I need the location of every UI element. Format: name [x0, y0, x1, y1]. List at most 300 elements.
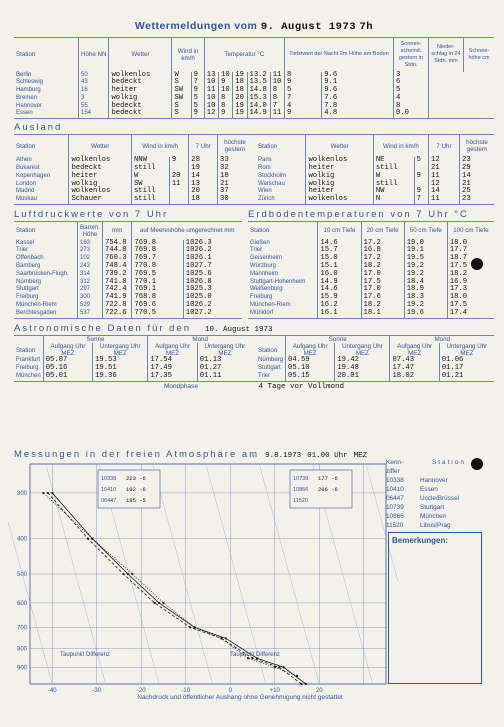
- ausland-right-cell: 23: [460, 196, 495, 204]
- luftdruck-cell: 722.6: [102, 310, 132, 318]
- luftdruck-cell: 754.8: [102, 240, 132, 248]
- erdboden-cell: 17.3: [447, 286, 494, 294]
- info-box-left-code: 10338: [101, 476, 117, 482]
- ausland-right-cell: Zürich: [258, 196, 275, 203]
- legend-item: 11520 Libus/Prag: [386, 522, 451, 529]
- domestic-cell: Bremen: [16, 94, 38, 101]
- domestic-cell: 9: [284, 110, 321, 118]
- domestic-cell: 13.5: [247, 79, 270, 87]
- domestic-cell: 9.6: [322, 87, 394, 95]
- luftdruck-cell: 529: [78, 302, 103, 310]
- domestic-cell: 11: [204, 87, 218, 95]
- domestic-cell: Hamburg: [16, 87, 41, 94]
- ausland-right-row: [256, 165, 494, 173]
- domestic-cell: 11: [270, 72, 284, 80]
- ausland-left-cell: 20: [169, 173, 188, 181]
- aerology-heading: Messungen in der freien Atmosphäre am: [14, 449, 260, 460]
- erdboden-cell: 19.5: [404, 255, 447, 263]
- y-tick-label: 600: [16, 600, 27, 607]
- domestic-cell: 18: [233, 87, 247, 95]
- luftdruck-cell: Nürnberg: [16, 278, 42, 285]
- ausland-right-cell: 12: [429, 181, 460, 189]
- domestic-cell: bedeckt: [109, 110, 172, 118]
- luftdruck-cell: 300: [78, 294, 103, 302]
- punch-hole-top: [471, 258, 483, 270]
- astro-right-cell: 01.17: [439, 365, 494, 373]
- info-box-right-code: 10739: [293, 476, 309, 482]
- domestic-row: [14, 110, 494, 118]
- legend-item: 10410 Essen: [386, 486, 438, 493]
- mondphase-value: 4 Tage vor Vollmond: [258, 382, 344, 391]
- ausland-right-cell: 12: [429, 157, 460, 165]
- luftdruck-cell: 769.8: [132, 240, 183, 248]
- luftdruck-table: Station Barom. Höhe mm auf Meereshöhe umgerechnet mm Kassel 163 754.8 769.8 1026.3 Trier 273 744.8 769.8 1026.2 Offenbach 102 760.3 769.7 1026.1 Bamberg 243 748.4 770.8 1027.7 Saarbrücken-Flugh. 314 739.2 769.5 1025.6 Nürnberg 312 741.8 770.1 1026.8 Stuttgart 297 742.4 769.1 1025.3 Freiburg 300 741.9 768.8 1025.0 München-Riem 529 722.8 769.6 1026.2 Berchtesgaden 537 722.6 770.5 1027.2: [14, 221, 242, 318]
- ausland-right-cell: 25: [460, 188, 495, 196]
- domestic-cell: Hannover: [16, 102, 43, 109]
- mondphase-label: Mondphase: [164, 382, 198, 390]
- luftdruck-cell: 1025.0: [183, 294, 242, 302]
- data-point: [51, 492, 53, 494]
- astro-section: [14, 335, 494, 382]
- luftdruck-cell: 1026.2: [183, 247, 242, 255]
- ausland-left-cell: Athen: [16, 157, 32, 164]
- astro-right-cell: 07.43: [390, 357, 439, 365]
- domestic-cell: 11: [270, 110, 284, 118]
- domestic-cell: 12: [204, 110, 218, 118]
- x-tick-label: -30: [92, 688, 102, 694]
- domestic-cell: 13: [204, 72, 218, 80]
- domestic-cell: 7: [284, 95, 321, 103]
- info-box-left-code: 06447: [101, 498, 117, 504]
- ausland-left-row: [14, 173, 252, 181]
- domestic-cell: 4.8: [322, 110, 394, 118]
- ausland-left-cell: still: [131, 188, 169, 196]
- ausland-left-cell: 14: [189, 173, 218, 181]
- info-box-right-code: 11520: [293, 498, 308, 504]
- erdboden-cell: Geisenheim: [250, 255, 283, 262]
- luftdruck-cell: 1027.2: [183, 310, 242, 318]
- erdboden-cell: Trier: [250, 247, 263, 254]
- erdboden-cell: 19.2: [404, 271, 447, 279]
- domestic-cell: 8: [270, 95, 284, 103]
- domestic-cell: 9.6: [322, 72, 394, 80]
- ausland-left-cell: [169, 196, 188, 204]
- data-point: [154, 602, 156, 604]
- domestic-cell: 9: [191, 87, 204, 95]
- luftdruck-cell: Kassel: [16, 239, 35, 246]
- domestic-cell: 7.6: [322, 95, 394, 103]
- erdboden-cell: Gießen: [250, 239, 270, 246]
- erdboden-cell: 16.0: [318, 271, 361, 279]
- domestic-cell: 8: [270, 87, 284, 95]
- domestic-cell: 7: [191, 79, 204, 87]
- ausland-left-cell: heiter: [69, 173, 131, 181]
- luftdruck-cell: 741.9: [102, 294, 132, 302]
- station-legend: Kenn-ziffer Station 10338 Hannover 10410 Essen 06447 Uccle/Brüssel 10739 Stuttgart 10866 München 11520 Libus/Prag: [386, 458, 480, 530]
- ausland-left-cell: 19: [189, 165, 218, 173]
- erdboden-cell: 19.0: [404, 240, 447, 248]
- luftdruck-cell: 722.8: [102, 302, 132, 310]
- ausland-left-cell: bedeckt: [69, 165, 131, 173]
- ausland-right-cell: 23: [460, 157, 495, 165]
- ausland-right-row: [256, 173, 494, 181]
- luftdruck-cell: Stuttgart: [16, 286, 39, 293]
- ausland-right-row: [256, 181, 494, 189]
- ausland-left-cell: 18: [189, 196, 218, 204]
- astro-left-cell: 01.13: [197, 357, 252, 365]
- luftdruck-cell: 748.4: [102, 263, 132, 271]
- ausland-right-cell: 21: [429, 165, 460, 173]
- domestic-cell: 55: [79, 103, 109, 111]
- astro-date: 10. August 1973: [205, 325, 273, 334]
- ausland-left-cell: Kopenhagen: [16, 172, 51, 179]
- domestic-cell: 8: [284, 72, 321, 80]
- domestic-cell: 13.2: [247, 72, 270, 80]
- luftdruck-cell: 537: [78, 310, 103, 318]
- ausland-right-cell: 5: [414, 157, 428, 165]
- ausland-right-cell: 9: [414, 173, 428, 181]
- luftdruck-cell: 742.4: [102, 286, 132, 294]
- domestic-cell: wolkig: [109, 95, 172, 103]
- data-point: [220, 637, 222, 639]
- ausland-left-row: [14, 196, 252, 204]
- ausland-left-cell: wolkig: [69, 181, 131, 189]
- luftdruck-cell: 769.7: [132, 255, 183, 263]
- luftdruck-cell: 297: [78, 286, 103, 294]
- luftdruck-cell: 1025.6: [183, 271, 242, 279]
- astro-left-cell: 19.36: [93, 373, 148, 381]
- info-box-right-code: 10866: [293, 487, 309, 493]
- data-point: [296, 675, 298, 677]
- domestic-cell: 9: [219, 110, 233, 118]
- erdboden-cell: Mühldorf: [250, 309, 274, 316]
- erdboden-cell: 17.0: [361, 286, 404, 294]
- erdboden-cell: 18.3: [404, 294, 447, 302]
- x-tick-label: -40: [47, 688, 57, 694]
- ausland-section: [14, 134, 494, 205]
- data-point: [87, 537, 89, 539]
- domestic-cell: Essen: [16, 110, 33, 117]
- ausland-left-cell: still: [131, 196, 169, 204]
- ausland-right-cell: Rom: [258, 165, 271, 172]
- pressure-soil-section: [14, 208, 494, 318]
- astro-right-cell: 01.06: [439, 357, 494, 365]
- legend-item: 06447 Uccle/Brüssel: [386, 495, 460, 502]
- erdboden-cell: 19.2: [404, 302, 447, 310]
- ausland-right-cell: heiter: [306, 165, 373, 173]
- domestic-cell: Schleswig: [16, 79, 44, 86]
- domestic-cell: 5: [394, 87, 429, 95]
- ausland-right-cell: still: [373, 165, 414, 173]
- y-tick-label: 900: [16, 665, 27, 672]
- domestic-cell: 10: [219, 87, 233, 95]
- ausland-right-cell: Stockholm: [258, 172, 287, 179]
- erdboden-cell: 18.2: [361, 263, 404, 271]
- luftdruck-cell: 1026.2: [183, 302, 242, 310]
- legend-item: 10338 Hannover: [386, 477, 448, 484]
- luftdruck-cell: 769.5: [132, 271, 183, 279]
- aerology-chart: [8, 460, 398, 708]
- footer-note: Nachdruck und öffentlicher Aushang ohne Genehmigung nicht gestattet: [137, 694, 343, 701]
- astro-right-cell: Trier: [258, 372, 271, 379]
- ausland-right-cell: NE: [373, 157, 414, 165]
- luftdruck-cell: 769.6: [132, 302, 183, 310]
- erdboden-heading: Erdbodentemperaturen von 7 Uhr °C: [248, 209, 469, 221]
- aerology-mez: MEZ: [353, 452, 368, 460]
- erdboden-cell: 16.1: [318, 310, 361, 318]
- astro-right-cell: 17.47: [390, 365, 439, 373]
- ausland-right-cell: N: [373, 196, 414, 204]
- luftdruck-row: [14, 310, 242, 318]
- luftdruck-cell: 312: [78, 279, 103, 287]
- astro-left-cell: 05.16: [43, 365, 92, 373]
- luftdruck-cell: 770.8: [132, 263, 183, 271]
- domestic-cell: 16: [79, 87, 109, 95]
- erdboden-cell: 17.5: [361, 279, 404, 287]
- domestic-cell: [429, 79, 464, 87]
- report-time: 7h: [359, 21, 374, 33]
- data-point: [162, 602, 164, 604]
- domestic-cell: 154: [79, 110, 109, 118]
- domestic-cell: 3: [79, 95, 109, 103]
- domestic-cell: 7.8: [322, 103, 394, 111]
- luftdruck-cell: Berchtesgaden: [16, 309, 57, 316]
- luftdruck-cell: 769.1: [132, 286, 183, 294]
- erdboden-cell: München-Riem: [250, 301, 291, 308]
- astro-left-cell: Frankfurt: [16, 357, 41, 364]
- domestic-cell: 5: [191, 95, 204, 103]
- ausland-left-table: Station Wetter Wind in km/h 7 Uhr höchste gestern Athen wolkenlos NNW 9 28 33 Bukarest bedeckt still 19 32 Kopenhagen heiter W 20 14 18 London wolkig SW 11 13 21 Madrid wolkenlos still 20 37 Moskau Schauer still 18 30: [14, 135, 252, 204]
- erdboden-cell: Stuttgart-Hohenheim: [250, 278, 306, 285]
- luftdruck-cell: 770.1: [132, 279, 183, 287]
- ausland-left-cell: 32: [218, 165, 253, 173]
- data-point: [194, 626, 196, 628]
- erdboden-cell: 19.6: [404, 310, 447, 318]
- ausland-right-cell: Wien: [258, 188, 272, 195]
- astro-right-cell: 19.42: [335, 357, 390, 365]
- remarks-box[interactable]: Bemerkungen:: [388, 532, 482, 684]
- data-point: [300, 683, 302, 685]
- ausland-right-cell: Paris: [258, 157, 272, 164]
- ausland-right-cell: 21: [460, 181, 495, 189]
- astro-left-cell: 19.51: [93, 365, 148, 373]
- astro-left-cell: 05.01: [43, 373, 92, 381]
- astro-left-cell: 01.11: [197, 373, 252, 381]
- luftdruck-heading: Luftdruckwerte von 7 Uhr: [14, 209, 169, 221]
- luftdruck-cell: Saarbrücken-Flugh.: [16, 270, 69, 277]
- domestic-cell: bedeckt: [109, 79, 172, 87]
- domestic-cell: 19: [233, 72, 247, 80]
- x-tick-label: -20: [136, 688, 146, 694]
- domestic-cell: 8: [394, 103, 429, 111]
- astro-left-cell: München: [16, 372, 41, 379]
- y-tick-label: 300: [16, 490, 27, 497]
- y-tick-label: 400: [16, 536, 27, 543]
- erdboden-cell: 16.2: [318, 302, 361, 310]
- data-point: [42, 492, 44, 494]
- ausland-right-cell: 29: [460, 165, 495, 173]
- ausland-heading: Ausland: [14, 122, 63, 134]
- domestic-cell: Berlin: [16, 71, 32, 78]
- domestic-cell: 9: [191, 72, 204, 80]
- erdboden-cell: 19.2: [404, 263, 447, 271]
- domestic-cell: 4: [284, 103, 321, 111]
- domestic-cell: wolkenlos: [109, 72, 172, 80]
- info-box-right-value: 177 -6: [318, 475, 338, 482]
- astro-right-cell: 01.21: [439, 373, 494, 381]
- erdboden-cell: 18.0: [447, 240, 494, 248]
- ausland-left-row: [14, 165, 252, 173]
- ausland-right-cell: Warschau: [258, 180, 285, 187]
- erdboden-cell: 17.0: [361, 271, 404, 279]
- erdboden-cell: 15.1: [318, 263, 361, 271]
- ausland-left-cell: 21: [218, 181, 253, 189]
- domestic-cell: W: [172, 72, 191, 80]
- legend-item: 10866 München: [386, 513, 447, 520]
- luftdruck-cell: 744.8: [102, 247, 132, 255]
- aerology-time: 01.00 Uhr: [307, 452, 348, 460]
- domestic-cell: [429, 110, 464, 118]
- luftdruck-cell: 769.8: [132, 247, 183, 255]
- domestic-cell: S: [172, 79, 191, 87]
- luftdruck-cell: 1026.3: [183, 240, 242, 248]
- erdboden-cell: 17.4: [447, 310, 494, 318]
- ausland-right-cell: 7: [414, 196, 428, 204]
- domestic-cell: SW: [172, 95, 191, 103]
- domestic-cell: 10: [204, 103, 218, 111]
- erdboden-cell: 18.4: [404, 279, 447, 287]
- ausland-left-cell: 30: [218, 196, 253, 204]
- y-tick-label: 700: [16, 625, 27, 632]
- erdboden-cell: 18.7: [447, 255, 494, 263]
- data-point: [122, 573, 124, 575]
- luftdruck-cell: 741.8: [102, 279, 132, 287]
- domestic-cell: 9.1: [322, 79, 394, 87]
- data-point: [274, 666, 276, 668]
- erdboden-cell: 17.5: [447, 263, 494, 271]
- domestic-cell: 10: [204, 79, 218, 87]
- erdboden-cell: Mannheim: [250, 270, 279, 277]
- erdboden-cell: 17.7: [447, 247, 494, 255]
- ausland-right-row: [256, 157, 494, 165]
- domestic-cell: [429, 103, 464, 111]
- astro-left-table: Sonne Mond Station Aufgang Uhr MEZ Untergang Uhr MEZ Aufgang Uhr MEZ Untergang Uhr MEZ Frankfurt 05.07 19.53 17.54 01.13 Freiburg 05.16 19.51 17.49 01.27 München 05.01 19.36 17.35 01.11: [14, 336, 252, 381]
- ausland-left-cell: 37: [218, 188, 253, 196]
- ausland-right-cell: 11: [429, 173, 460, 181]
- astro-right-cell: Nürnberg: [258, 357, 284, 364]
- astro-left-cell: 17.49: [148, 365, 197, 373]
- astro-right-cell: 19.48: [335, 365, 390, 373]
- ausland-right-cell: W: [373, 173, 414, 181]
- domestic-cell: 3: [394, 72, 429, 80]
- luftdruck-cell: 314: [78, 271, 103, 279]
- domestic-cell: 20: [233, 95, 247, 103]
- ausland-right-cell: heiter: [306, 188, 373, 196]
- x-tick-label: -10: [181, 688, 191, 694]
- ausland-left-cell: wolkenlos: [69, 188, 131, 196]
- luftdruck-cell: 1026.8: [183, 279, 242, 287]
- domestic-cell: 9: [191, 110, 204, 118]
- domestic-cell: S: [172, 110, 191, 118]
- domestic-cell: 19: [233, 103, 247, 111]
- x-tick-label: 0: [228, 688, 232, 694]
- domestic-cell: 8: [219, 95, 233, 103]
- astro-right-cell: 05.10: [286, 365, 335, 373]
- domestic-cell: 0.0: [394, 110, 429, 118]
- erdboden-cell: 14.6: [318, 286, 361, 294]
- ausland-right-cell: wolkig: [306, 173, 373, 181]
- erdboden-cell: 17.6: [361, 294, 404, 302]
- aerology-date: 9.8.1973: [265, 452, 302, 460]
- domestic-cell: 43: [79, 79, 109, 87]
- astro-right-table: Sonne Mond Station Aufgang Uhr MEZ Untergang Uhr MEZ Aufgang Uhr MEZ Untergang Uhr MEZ Nürnberg 04.59 19.42 07.43 01.06 Stuttgart 05.10 19.48 17.47 01.17 Trier 05.15 20.01 18.02 01.21: [256, 336, 494, 381]
- domestic-cell: 14.8: [247, 87, 270, 95]
- ausland-left-row: [14, 181, 252, 189]
- data-point: [158, 602, 160, 604]
- luftdruck-cell: 102: [78, 255, 103, 263]
- luftdruck-cell: 760.3: [102, 255, 132, 263]
- erdboden-cell: 18.2: [447, 271, 494, 279]
- domestic-cell: 18: [233, 79, 247, 87]
- ausland-left-cell: 11: [169, 181, 188, 189]
- ausland-left-cell: 28: [189, 157, 218, 165]
- astro-left-cell: Freiburg: [16, 365, 39, 372]
- luftdruck-cell: 1025.3: [183, 286, 242, 294]
- domestic-cell: 9: [219, 79, 233, 87]
- ausland-right-cell: wolkenlos: [306, 157, 373, 165]
- luftdruck-cell: 770.5: [132, 310, 183, 318]
- data-point: [47, 492, 49, 494]
- ausland-left-cell: SW: [131, 181, 169, 189]
- domestic-cell: 7: [270, 103, 284, 111]
- domestic-cell: 15.3: [247, 95, 270, 103]
- astro-left-row: [14, 373, 252, 381]
- domestic-cell: heiter: [109, 87, 172, 95]
- erdboden-cell: 15.0: [318, 255, 361, 263]
- y-tick-label: 800: [16, 646, 27, 653]
- domestic-cell: 5: [284, 87, 321, 95]
- data-point: [189, 626, 191, 628]
- ausland-left-cell: Schauer: [69, 196, 131, 204]
- ausland-left-cell: 13: [189, 181, 218, 189]
- ausland-left-cell: 18: [218, 173, 253, 181]
- luftdruck-cell: 243: [78, 263, 103, 271]
- luftdruck-cell: München-Riem: [16, 301, 57, 308]
- ausland-left-cell: NNW: [131, 157, 169, 165]
- ausland-left-cell: Madrid: [16, 188, 35, 195]
- ausland-left-cell: London: [16, 180, 37, 187]
- luftdruck-cell: Bamberg: [16, 262, 41, 269]
- astro-left-cell: 17.54: [148, 357, 197, 365]
- domestic-cell: 19: [233, 110, 247, 118]
- ausland-left-cell: 20: [189, 188, 218, 196]
- domestic-cell: 10: [204, 95, 218, 103]
- astro-right-row: [256, 373, 494, 381]
- ausland-right-cell: still: [373, 181, 414, 189]
- domestic-cell: 14.9: [247, 110, 270, 118]
- erdboden-cell: 16.9: [447, 279, 494, 287]
- ausland-left-cell: Moskau: [16, 196, 38, 203]
- luftdruck-cell: 1027.7: [183, 263, 242, 271]
- ausland-left-row: [14, 188, 252, 196]
- ausland-left-cell: wolkenlos: [69, 157, 131, 165]
- domestic-cell: 9: [284, 79, 321, 87]
- data-point: [305, 683, 307, 685]
- erdboden-cell: 17.2: [361, 255, 404, 263]
- domestic-cell: 14.0: [247, 103, 270, 111]
- luftdruck-cell: 739.2: [102, 271, 132, 279]
- data-point: [131, 573, 133, 575]
